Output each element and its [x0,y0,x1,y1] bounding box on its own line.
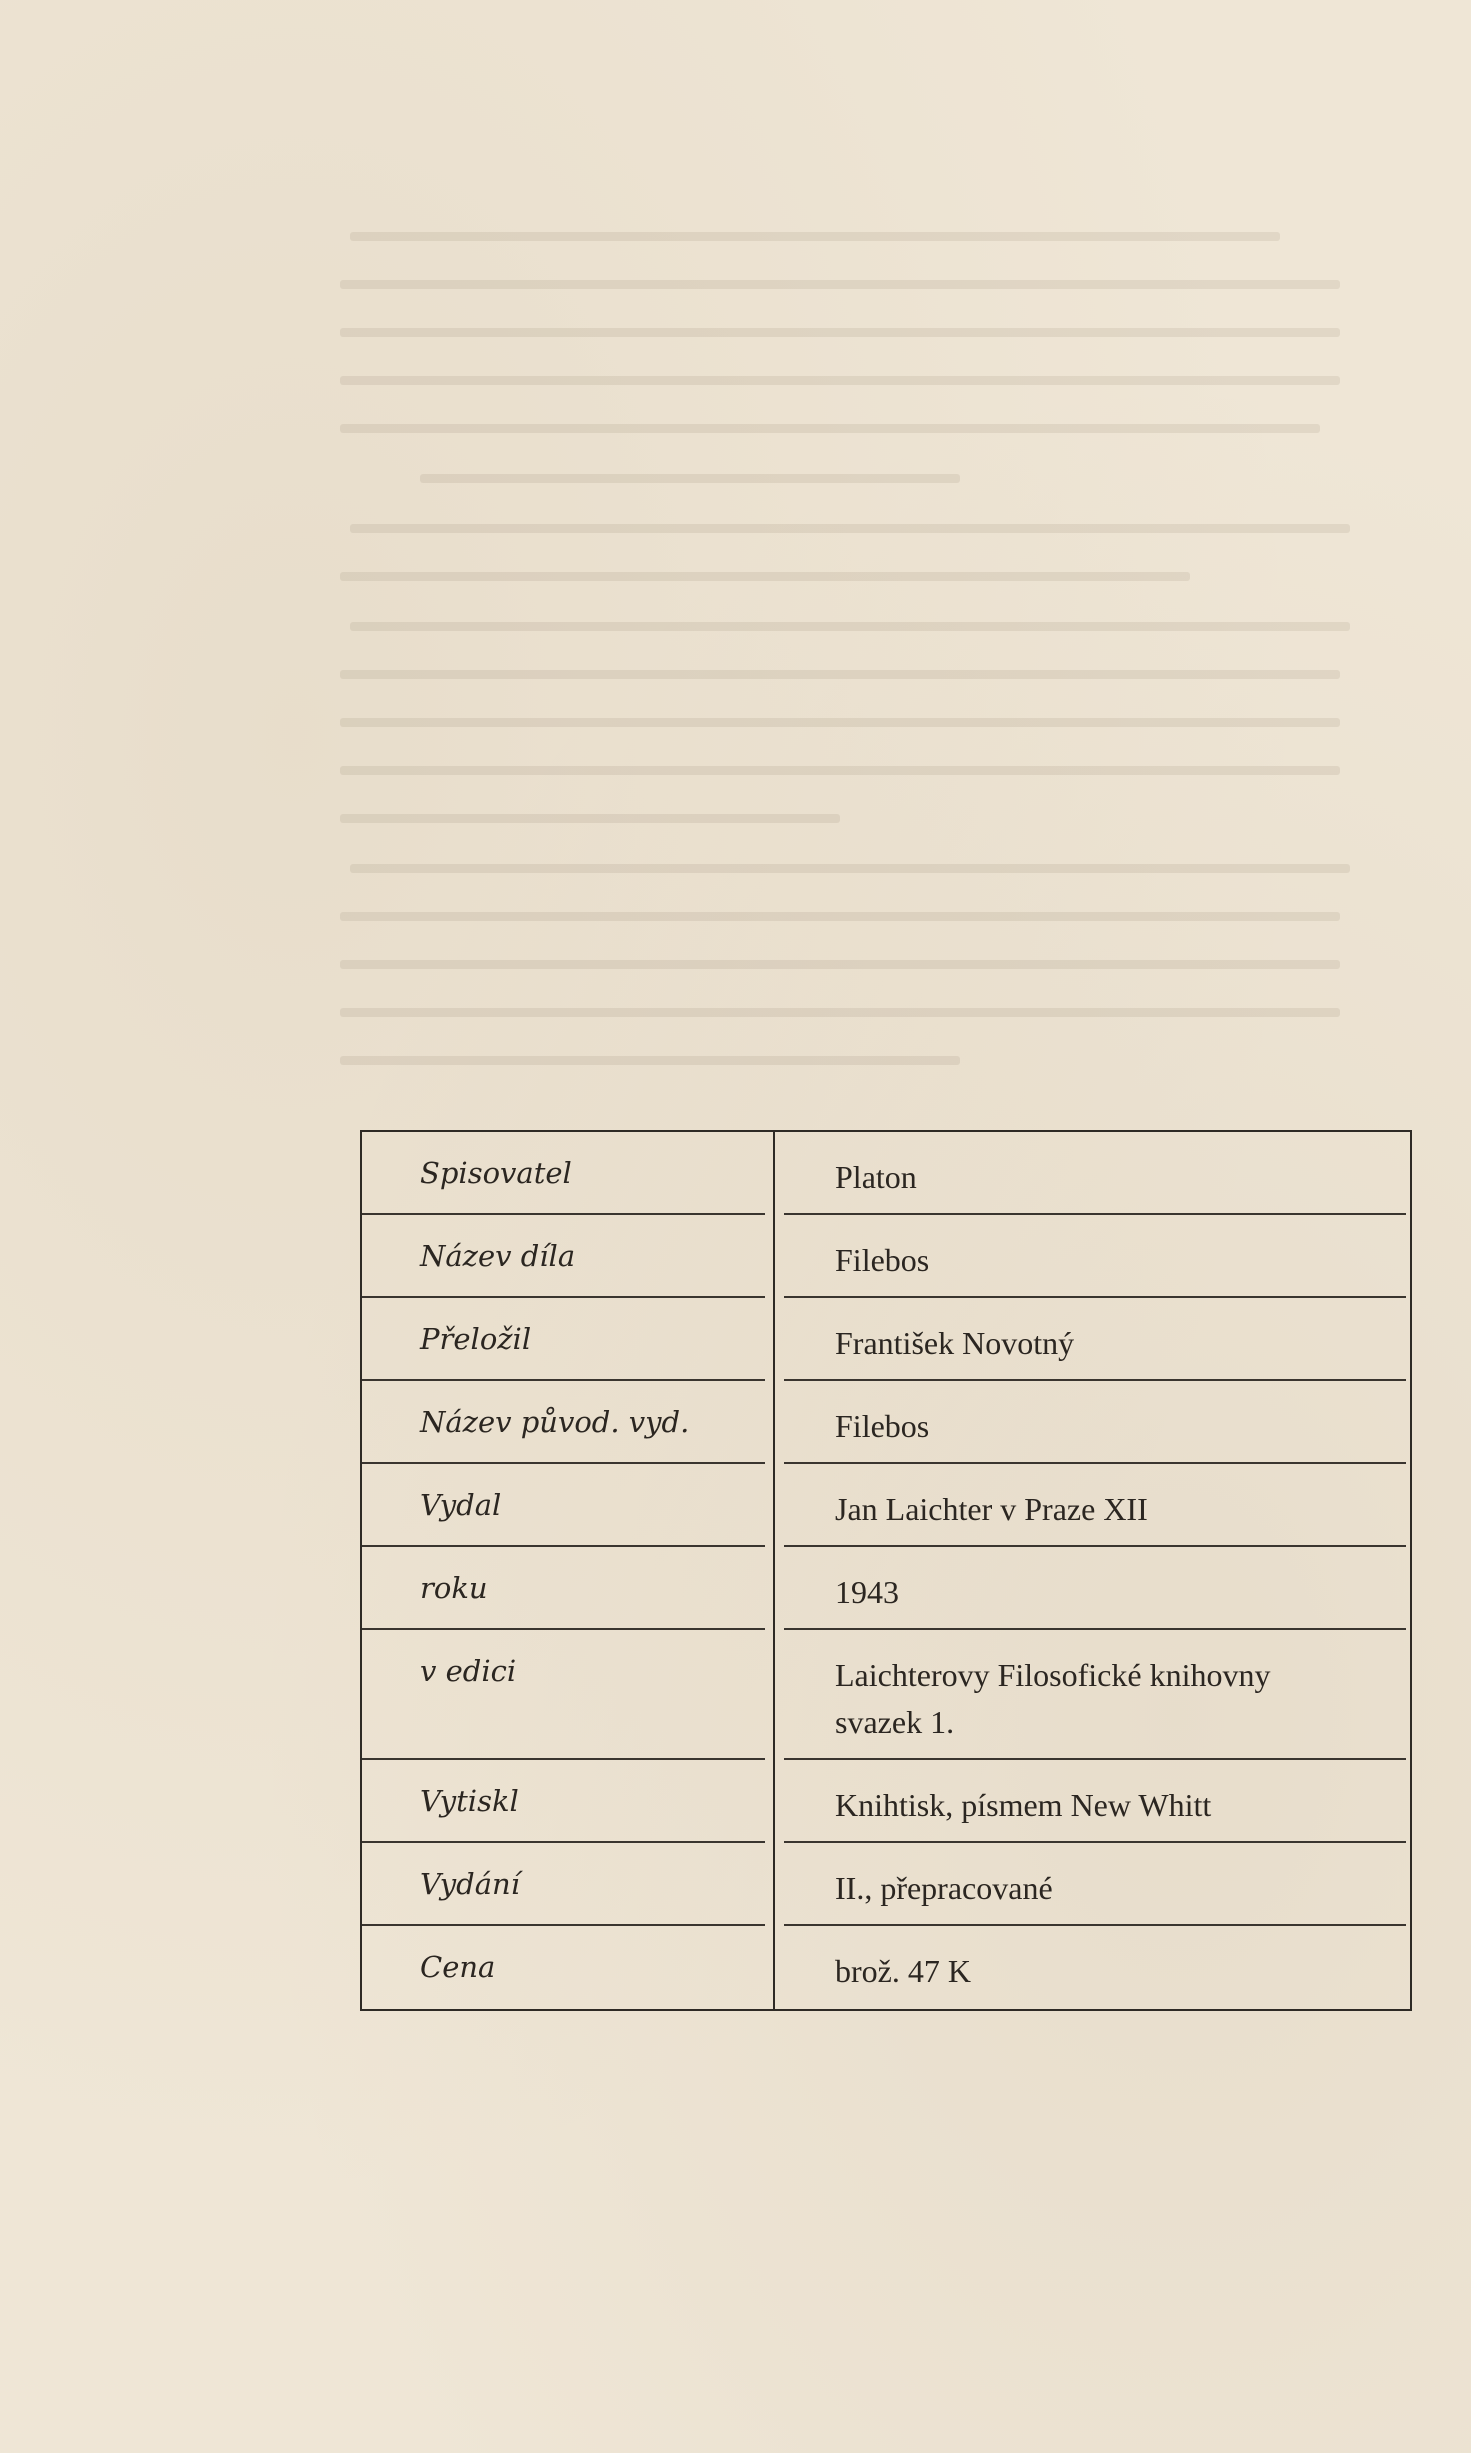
imprint-row-edition [362,1843,1410,1926]
imprint-table [360,1130,1412,2011]
imprint-value: Jan Laichter v Praze XII [775,1464,1410,1547]
imprint-label: Vytiskl [362,1760,775,1843]
bleed-through-text [340,218,1410,1098]
imprint-value: Filebos [775,1381,1410,1464]
imprint-label: Spisovatel [362,1132,775,1215]
imprint-label: Vydání [362,1843,775,1926]
imprint-value-line1: Laichterovy Filosofické knihovny [835,1657,1271,1693]
imprint-value: Platon [775,1132,1410,1215]
imprint-value: II., přepracované [775,1843,1410,1926]
imprint-value [775,1630,1410,1760]
imprint-label: Název díla [362,1215,775,1298]
imprint-label: v edici [362,1630,775,1760]
imprint-row-publisher [362,1464,1410,1547]
imprint-row-title [362,1215,1410,1298]
imprint-row-author [362,1132,1410,1215]
imprint-value: Filebos [775,1215,1410,1298]
imprint-value: František Novotný [775,1298,1410,1381]
imprint-value: brož. 47 K [835,1953,971,1989]
imprint-row-original-title [362,1381,1410,1464]
imprint-label: Vydal [362,1464,775,1547]
imprint-row-year [362,1547,1410,1630]
imprint-row-price [362,1926,1410,2009]
imprint-value: Knihtisk, písmem New Whitt [775,1760,1410,1843]
imprint-label: Přeložil [362,1298,775,1381]
imprint-label: Cena [362,1926,775,2009]
imprint-row-translator [362,1298,1410,1381]
imprint-label: roku [362,1547,775,1630]
imprint-value: 1943 [775,1547,1410,1630]
imprint-row-series [362,1630,1410,1760]
imprint-label: Název původ. vyd. [362,1381,775,1464]
imprint-value-line2: svazek 1. [835,1704,955,1740]
imprint-row-printer [362,1760,1410,1843]
